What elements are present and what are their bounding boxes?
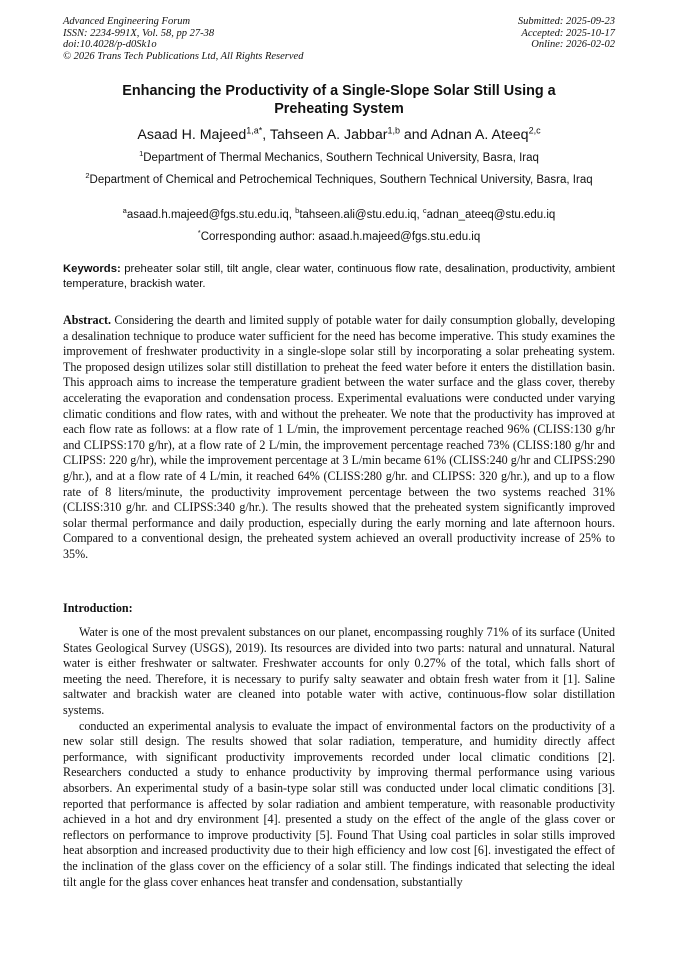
journal-issn: ISSN: 2234-991X, Vol. 58, pp 27-38 (63, 27, 215, 39)
email-marker: a (122, 206, 127, 216)
author-separator: and (399, 127, 431, 143)
author-separator: , (262, 127, 270, 143)
author-name: Adnan A. Ateeq (430, 127, 529, 143)
date-accepted: Accepted: 2025-10-17 (521, 27, 615, 39)
journal-name: Advanced Engineering Forum (63, 16, 191, 27)
abstract-label: Abstract. (63, 313, 112, 327)
author-superscript: 1,b (387, 125, 400, 136)
affiliation-2 (70, 172, 608, 188)
email-marker: c (422, 206, 427, 216)
paper-title: Enhancing the Productivity of a Single-Slope Solar Still Using a Preheating System (122, 83, 556, 117)
author-name: Asaad H. Majeed (137, 127, 247, 143)
author-emails (70, 207, 608, 223)
affiliation-text: Department of Chemical and Petrochemical Techniques, Southern Technical University, Basra, Iraq (89, 174, 593, 186)
author-name: Tahseen A. Jabbar (269, 127, 388, 143)
submission-dates (518, 16, 615, 51)
keywords-label: Keywords: (63, 263, 121, 275)
affiliation-marker: 1 (139, 149, 144, 159)
affiliation-text: Department of Thermal Mechanics, Southern Technical University, Basra, Iraq (143, 152, 539, 164)
corresponding-author (70, 229, 608, 245)
journal-doi[interactable]: doi:10.4028/p-d0Sk1o (63, 39, 157, 51)
email-link[interactable]: asaad.h.majeed@fgs.stu.edu.iq, (126, 209, 296, 221)
journal-info (63, 16, 303, 62)
introduction-body (63, 625, 615, 890)
date-submitted: Submitted: 2025-09-23 (517, 16, 615, 27)
email-marker: b (295, 206, 300, 216)
intro-paragraph: conducted an experimental analysis to evaluate the impact of environmental factors on the productivity of a new solar still design. The results showed that solar radiation, temperature, and humidity directly affect performance, with significant productivity improvements recorded under local climatic conditions [2]. Researchers conducted a study to enhance productivity by improving thermal performance using various absorbers. An experimental study of a basin-type solar still was conducted under local climatic conditions [3]. reported that performance is affected by solar radiation and ambient temperature, with reasonable productivity achieved in a hot and dry environment [4]. presented a study on the effect of the angle of the glass cover or reflectors on performance to improve productivity [5]. Found That Using coal particles in solar stills improved heat absorption and increased productivity due to their high efficiency and low cost [6]. investigated the effect of the inclination of the glass cover on the efficiency of a solar still. The findings indicated that selecting the ideal tilt angle for the glass cover enhances heat transfer and condensation, substantially (63, 718, 615, 889)
affiliation-marker: 2 (85, 171, 90, 181)
abstract-text: Considering the dearth and limited supply of potable water for daily consumption globally, developing a desalination technique to produce water sufficient for the need has become imperative. This study examines the improvement of freshwater productivity in a single-slope solar still by incorporating a solar preheating system. The proposed design utilizes solar still distillation to preheat the feed water before it enters the distillation basin. This approach aims to increase the temperature gradient between the water surface and the glass cover, thereby accelerating the evaporation and condensation process. Experimental evaluations were conducted under varying climatic conditions and flow rates, with and without the preheater. We note that the productivity has improved at each flow rate as follows: at a flow rate of 1 L/min, the improvement percentage reached 96% (CLISS:130 g/hr and CLIPSS:170 g/hr), at a flow rate of 2 L/min, the improvement percentage reached 73% (CLISS:180 g/hr and CLIPSS: 220 g/hr), while the improvement percentage at 3 L/min became 61% (CLISS:240 g/hr and CLIPSS:290 g/hr.), and at a flow rate of 4 L/min, it reached 64% (CLISS:280 g/hr. and CLIPSS: 320 g/hr.), and up to a flow rate of 8 liters/minute, the productivity improvement percentage between the two systems reached 31% (CLISS:310 g/hr. and CLIPSS:340 g/hr.). The results showed that the preheated system significantly improved solar thermal performance and daily production, especially during the early morning and late afternoon hours. Compared to a conventional design, the preheated system achieved an overall productivity increase of 25% to 35%. (63, 313, 615, 561)
author-superscript: 1,a* (246, 125, 263, 136)
author-superscript: 2,c (528, 125, 541, 136)
intro-paragraph: Water is one of the most prevalent substances on our planet, encompassing roughly 71% of its surface (United States Geological Survey (USGS), 2019). Its resources are divided into two parts: natural and unnatural. Natural water is either freshwater or saltwater. Freshwater accounts for only 0.27% of the total, which falls short of meeting the need. Therefore, it is necessary to purify salty seawater and obtain fresh water from it [1]. Saline saltwater and brackish water are cleaned into potable water with active, continuous-flow solar distillation systems. (63, 625, 615, 717)
keywords-section (63, 262, 615, 292)
keywords-text: preheater solar still, tilt angle, clear water, continuous flow rate, desalination, productivity, ambient temperature, brackish water. (63, 263, 615, 290)
email-link[interactable]: adnan_ateeq@stu.edu.iq (426, 209, 556, 221)
affiliation-1 (70, 150, 608, 166)
corresponding-marker: * (197, 228, 201, 238)
email-link[interactable]: tahseen.ali@stu.edu.iq, (299, 209, 423, 221)
journal-copyright: © 2026 Trans Tech Publications Ltd, All Rights Reserved (63, 50, 304, 62)
corresponding-text: Corresponding author: asaad.h.majeed@fgs.stu.edu.iq (200, 231, 481, 243)
abstract-section (63, 313, 615, 563)
introduction-heading: Introduction: (63, 601, 133, 615)
author-list (60, 126, 618, 144)
date-online: Online: 2026-02-02 (531, 39, 615, 51)
